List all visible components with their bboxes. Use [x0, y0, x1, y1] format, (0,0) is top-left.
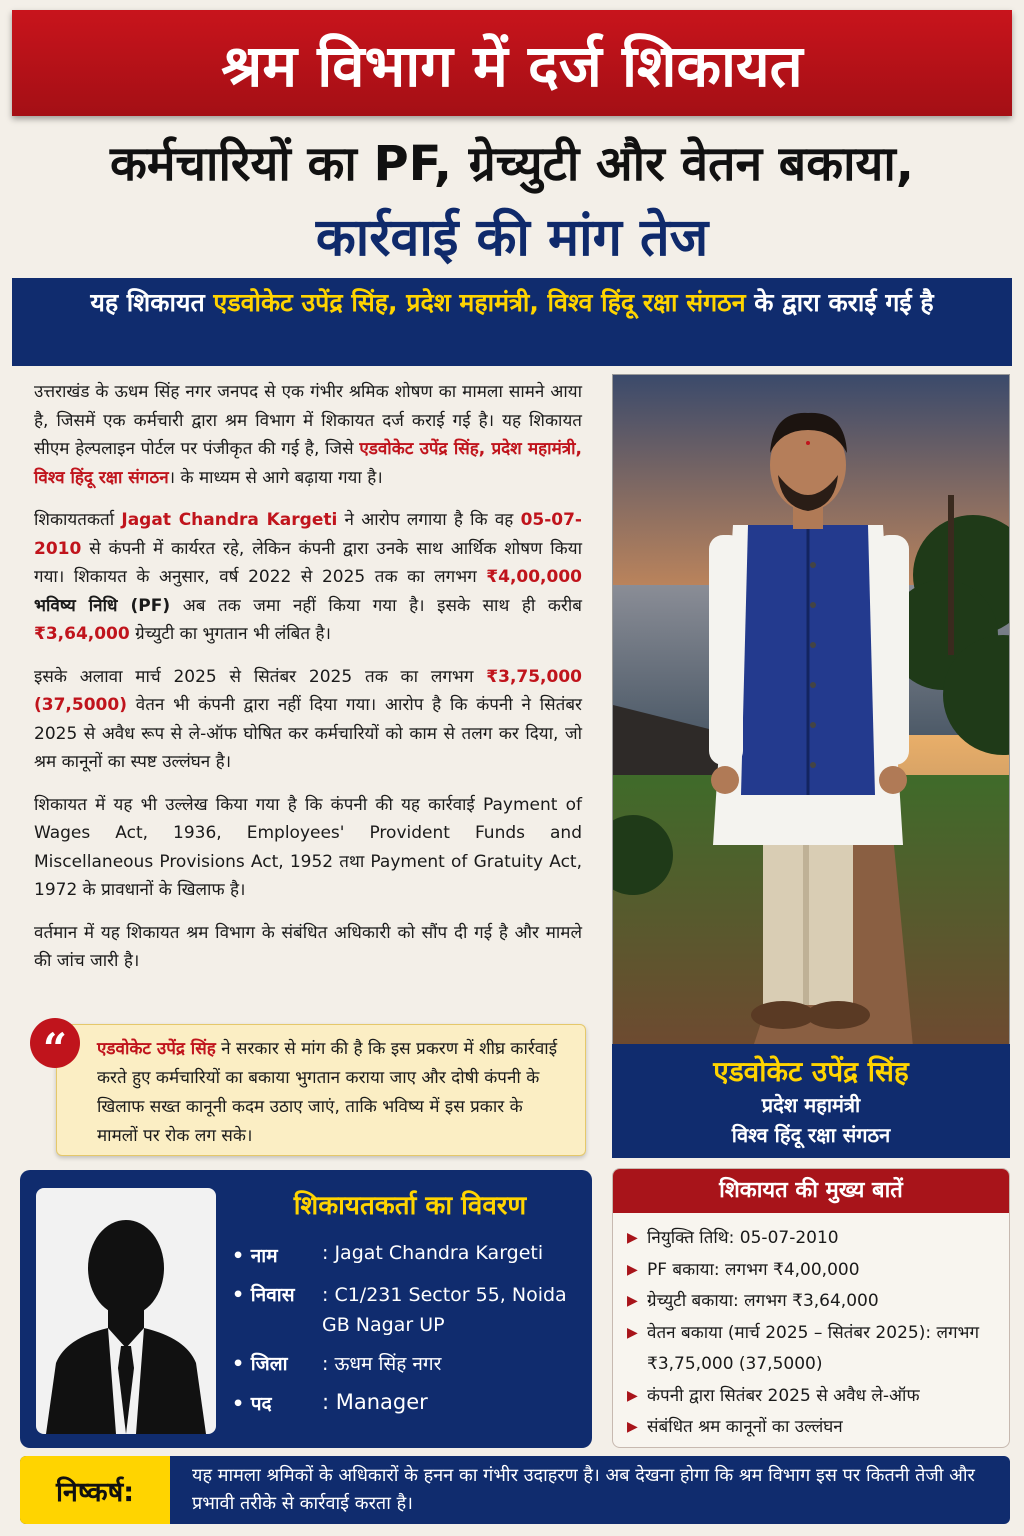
p2-text-d: अब तक जमा नहीं किया गया है। इसके साथ ही करीब: [170, 595, 582, 616]
key-point-text: PF बकाया: लगभग ₹4,00,000: [647, 1259, 860, 1280]
detail-row-district: [232, 1350, 572, 1376]
triangle-right-icon: ▶: [627, 1324, 638, 1341]
p2-joining-date: 05-07-2010: [34, 510, 582, 559]
paragraph-3: [34, 663, 582, 777]
advocate-photo: [612, 374, 1010, 1046]
detail-value: : ऊधम सिंह नगर: [322, 1353, 442, 1375]
detail-value: : C1/231 Sector 55, Noida GB Nagar UP: [322, 1284, 567, 1336]
paragraph-5: वर्तमान में यह शिकायत श्रम विभाग के संबंधित अधिकारी को सौंप दी गई है और मामले की जांच जारी है।: [34, 922, 582, 971]
p1-text-a: उत्तराखंड के ऊधम सिंह नगर जनपद से एक गंभीर श्रमिक शोषण का मामला सामने आया है, जिसमें एक कर्मचारी द्वारा श्रम विभाग में शिकायत दर्ज कराई गई है। यह शिकायत सीएम हेल्पलाइन पोर्टल पर पंजीकृत की गई है, जिसे: [34, 382, 582, 459]
list-item: [627, 1381, 999, 1413]
p2-text-b: ने आरोप लगाया है कि वह: [337, 510, 521, 530]
caption-org: विश्व हिंदू रक्षा संगठन: [731, 1123, 891, 1147]
detail-row-residence: [232, 1280, 572, 1340]
p3-text-a: इसके अलावा मार्च 2025 से सितंबर 2025 तक का लगभग: [34, 666, 487, 687]
detail-row-name: [232, 1242, 572, 1268]
p2-text-c: से कंपनी में कार्यरत रहे, लेकिन कंपनी द्वारा उनके साथ आर्थिक शोषण किया गया। शिकायत के अनुसार, वर्ष 2022 से 2025 तक का लगभग: [34, 538, 582, 587]
complainant-avatar: [36, 1188, 216, 1434]
caption-role: प्रदेश महामंत्री: [761, 1093, 861, 1117]
detail-key: • नाम: [232, 1245, 278, 1267]
photo-illustration: [613, 375, 1010, 1046]
p3-salary-amount: ₹3,75,000 (37,5000): [34, 666, 582, 715]
byline-bar: [12, 278, 1012, 366]
quote-box: [56, 1024, 586, 1156]
top-banner: [12, 10, 1012, 116]
detail-value: : Jagat Chandra Kargeti: [322, 1242, 544, 1264]
detail-key: • निवास: [232, 1284, 295, 1306]
p2-complainant-name: Jagat Chandra Kargeti: [121, 510, 338, 530]
triangle-right-icon: ▶: [627, 1293, 638, 1309]
quote-text: ने सरकार से मांग की है कि इस प्रकरण में शीघ्र कार्रवाई करते हुए कर्मचारियों का बकाया भुगतान कराया जाए और दोषी कंपनी के खिलाफ सख्त कानूनी कदम उठाए जाएं, ताकि भविष्य में इस प्रकार के मामलों पर रोक लग सके।: [97, 1039, 558, 1146]
photo-caption: [612, 1044, 1010, 1158]
p2-pf-amount: ₹4,00,000: [486, 567, 582, 587]
key-points-title: शिकायत की मुख्य बातें: [613, 1169, 1009, 1213]
triangle-right-icon: ▶: [627, 1419, 638, 1435]
detail-value: : Manager: [322, 1390, 428, 1414]
banner-title: श्रम विभाग में दर्ज शिकायत: [221, 31, 803, 100]
p3-text-b: वेतन भी कंपनी द्वारा नहीं दिया गया। आरोप है कि कंपनी ने सितंबर 2025 से अवैध रूप से ले-ऑफ घोषित कर कर्मचारियों को काम से तलग कर दिया, जो श्रम कानूनों का स्पष्ट उल्लंघन है।: [34, 695, 582, 772]
byline-suffix: के द्वारा कराई गई है: [745, 288, 934, 317]
list-item: [627, 1255, 999, 1287]
list-item: [627, 1223, 999, 1255]
detail-key: • पद: [232, 1393, 272, 1415]
paragraph-1: [34, 378, 582, 492]
p2-text-a: शिकायतकर्ता: [34, 510, 122, 530]
p2-pf-label: भविष्य निधि (PF): [34, 595, 171, 616]
caption-name: एडवोकेट उपेंद्र सिंह: [713, 1055, 909, 1088]
byline-highlight: एडवोकेट उपेंद्र सिंह, प्रदेश महामंत्री, विश्व हिंदू रक्षा संगठन: [213, 288, 746, 317]
list-item: [627, 1286, 999, 1318]
p1-advocate-highlight: एडवोकेट उपेंद्र सिंह, प्रदेश महामंत्री, विश्व हिंदू रक्षा संगठन: [34, 439, 582, 488]
key-point-text: ग्रेच्युटी बकाया: लगभग ₹3,64,000: [647, 1291, 879, 1311]
key-point-text: कंपनी द्वारा सितंबर 2025 से अवैध ले-ऑफ: [647, 1385, 920, 1406]
paragraph-4: शिकायत में यह भी उल्लेख किया गया है कि कंपनी की यह कार्रवाई Payment of Wages Act, 1936, Employees' Provident Funds and Miscellaneous Provisions Act, 1952 तथा Payment of Gratuity Act, 1972 के प्रावधानों के खिलाफ है।: [34, 794, 582, 900]
conclusion-text: यह मामला श्रमिकों के अधिकारों के हनन का गंभीर उदाहरण है। अब देखना होगा कि श्रम विभाग इस पर कितनी तेजी और प्रभावी तरीके से कार्रवाई करता है।: [192, 1465, 975, 1514]
key-point-text: संबंधित श्रम कानूनों का उल्लंघन: [647, 1417, 843, 1437]
conclusion-label: निष्कर्ष:: [20, 1456, 170, 1524]
triangle-right-icon: ▶: [627, 1230, 638, 1246]
complainant-details-title: शिकायतकर्ता का विवरण: [293, 1191, 527, 1221]
key-points-list: [613, 1213, 1009, 1444]
detail-key: • जिला: [232, 1353, 288, 1375]
article-body: [34, 378, 582, 990]
list-item: [627, 1412, 999, 1444]
headline-line-1: कर्मचारियों का PF, ग्रेच्युटी और वेतन बकाया,: [109, 136, 915, 192]
p1-text-b: । के माध्यम से आगे बढ़ाया गया है।: [168, 467, 383, 488]
person-silhouette-icon: [36, 1188, 216, 1434]
paragraph-2: [34, 506, 582, 649]
triangle-right-icon: ▶: [627, 1261, 638, 1278]
byline-prefix: यह शिकायत: [90, 288, 214, 317]
detail-row-designation: [232, 1390, 572, 1416]
list-item: [627, 1318, 999, 1381]
quote-name: एडवोकेट उपेंद्र सिंह: [97, 1039, 216, 1059]
quote-mark-icon: “: [30, 1018, 80, 1068]
p2-gratuity-amount: ₹3,64,000: [34, 624, 130, 644]
p2-text-e: ग्रेच्युटी का भुगतान भी लंबित है।: [129, 624, 331, 644]
headline-line-2: कार्रवाई की मांग तेज: [315, 208, 709, 268]
key-point-text: वेतन बकाया (मार्च 2025 – सितंबर 2025): लगभग ₹3,75,000 (37,5000): [647, 1322, 980, 1374]
key-point-text: नियुक्ति तिथि: 05-07-2010: [647, 1228, 839, 1248]
key-points-panel: [612, 1168, 1010, 1448]
triangle-right-icon: ▶: [627, 1387, 638, 1404]
